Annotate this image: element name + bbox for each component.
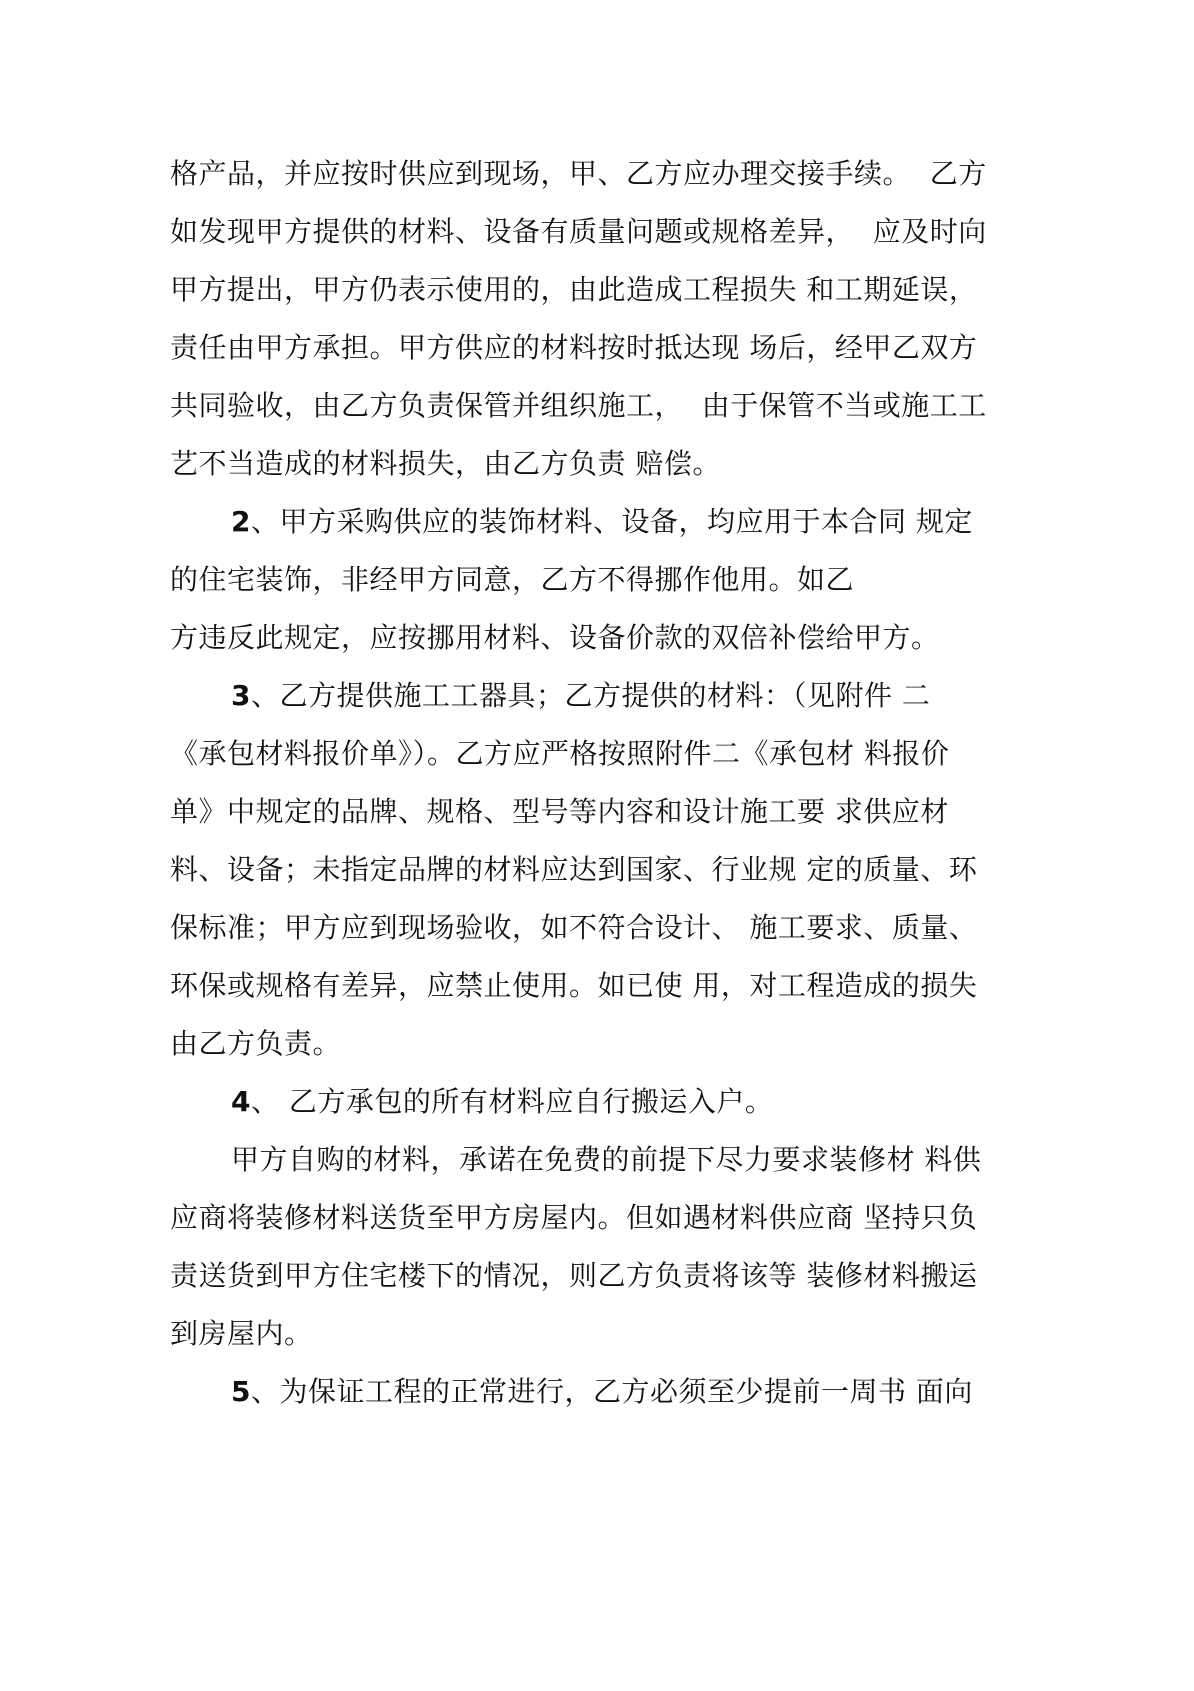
text-line: 环保或规格有差异，应禁止使用。如已使 用，对工程造成的损失 (170, 969, 978, 1002)
paragraph-5-start (231, 1372, 973, 1412)
paragraph-2-start (231, 502, 973, 542)
text-line: 到房屋内。 (170, 1317, 313, 1350)
text-line: 单》中规定的品牌、规格、型号等内容和设计施工要 求供应材 (170, 795, 949, 828)
text-line: 方违反此规定，应按挪用材料、设备价款的双倍补偿给甲方。 (170, 621, 940, 654)
text-span: 、为保证工程的正常进行，乙方必须至少提前一周书 面向 (250, 1375, 973, 1408)
text-line: 《承包材料报价单》）。乙方应严格按照附件二《承包材 料报价 (170, 737, 950, 770)
paragraph-4-start (231, 1082, 773, 1122)
text-line: 格产品，并应按时供应到现场，甲、乙方应办理交接手续。 乙方 (170, 157, 987, 190)
text-line: 由乙方负责。 (170, 1027, 342, 1060)
text-line: 责任由甲方承担。甲方供应的材料按时抵达现 场后，经甲乙双方 (170, 331, 978, 364)
text-span: 、乙方提供施工工器具；乙方提供的材料：（见附件 二 (250, 679, 931, 712)
text-line: 甲方自购的材料，承诺在免费的前提下尽力要求装修材 料供 (231, 1143, 982, 1176)
paragraph-3-start (231, 676, 930, 716)
text-line: 艺不当造成的材料损失，由乙方负责 赔偿。 (170, 447, 721, 480)
text-line: 应商将装修材料送货至甲方房屋内。但如遇材料供应商 坚持只负 (170, 1201, 978, 1234)
item-number: 4 (231, 1085, 251, 1118)
text-span: 、 乙方承包的所有材料应自行搬运入户。 (250, 1085, 774, 1118)
item-number: 3 (231, 679, 251, 712)
item-number: 5 (231, 1375, 251, 1408)
text-line: 如发现甲方提供的材料、设备有质量问题或规格差异， 应及时向 (170, 215, 987, 248)
item-number: 2 (231, 505, 251, 538)
text-span: 、甲方采购供应的装饰材料、设备，均应用于本合同 规定 (250, 505, 973, 538)
text-line: 甲方提出，甲方仍表示使用的，由此造成工程损失 和工期延误， (170, 273, 978, 306)
text-line: 料、设备；未指定品牌的材料应达到国家、行业规 定的质量、环 (170, 853, 978, 886)
text-line: 共同验收，由乙方负责保管并组织施工， 由于保管不当或施工工 (170, 389, 987, 422)
text-line: 保标准；甲方应到现场验收，如不符合设计、 施工要求、质量、 (170, 911, 978, 944)
text-line: 的住宅装饰，非经甲方同意，乙方不得挪作他用。如乙 (170, 563, 855, 596)
text-line: 责送货到甲方住宅楼下的情况，则乙方负责将该等 装修材料搬运 (170, 1259, 978, 1292)
